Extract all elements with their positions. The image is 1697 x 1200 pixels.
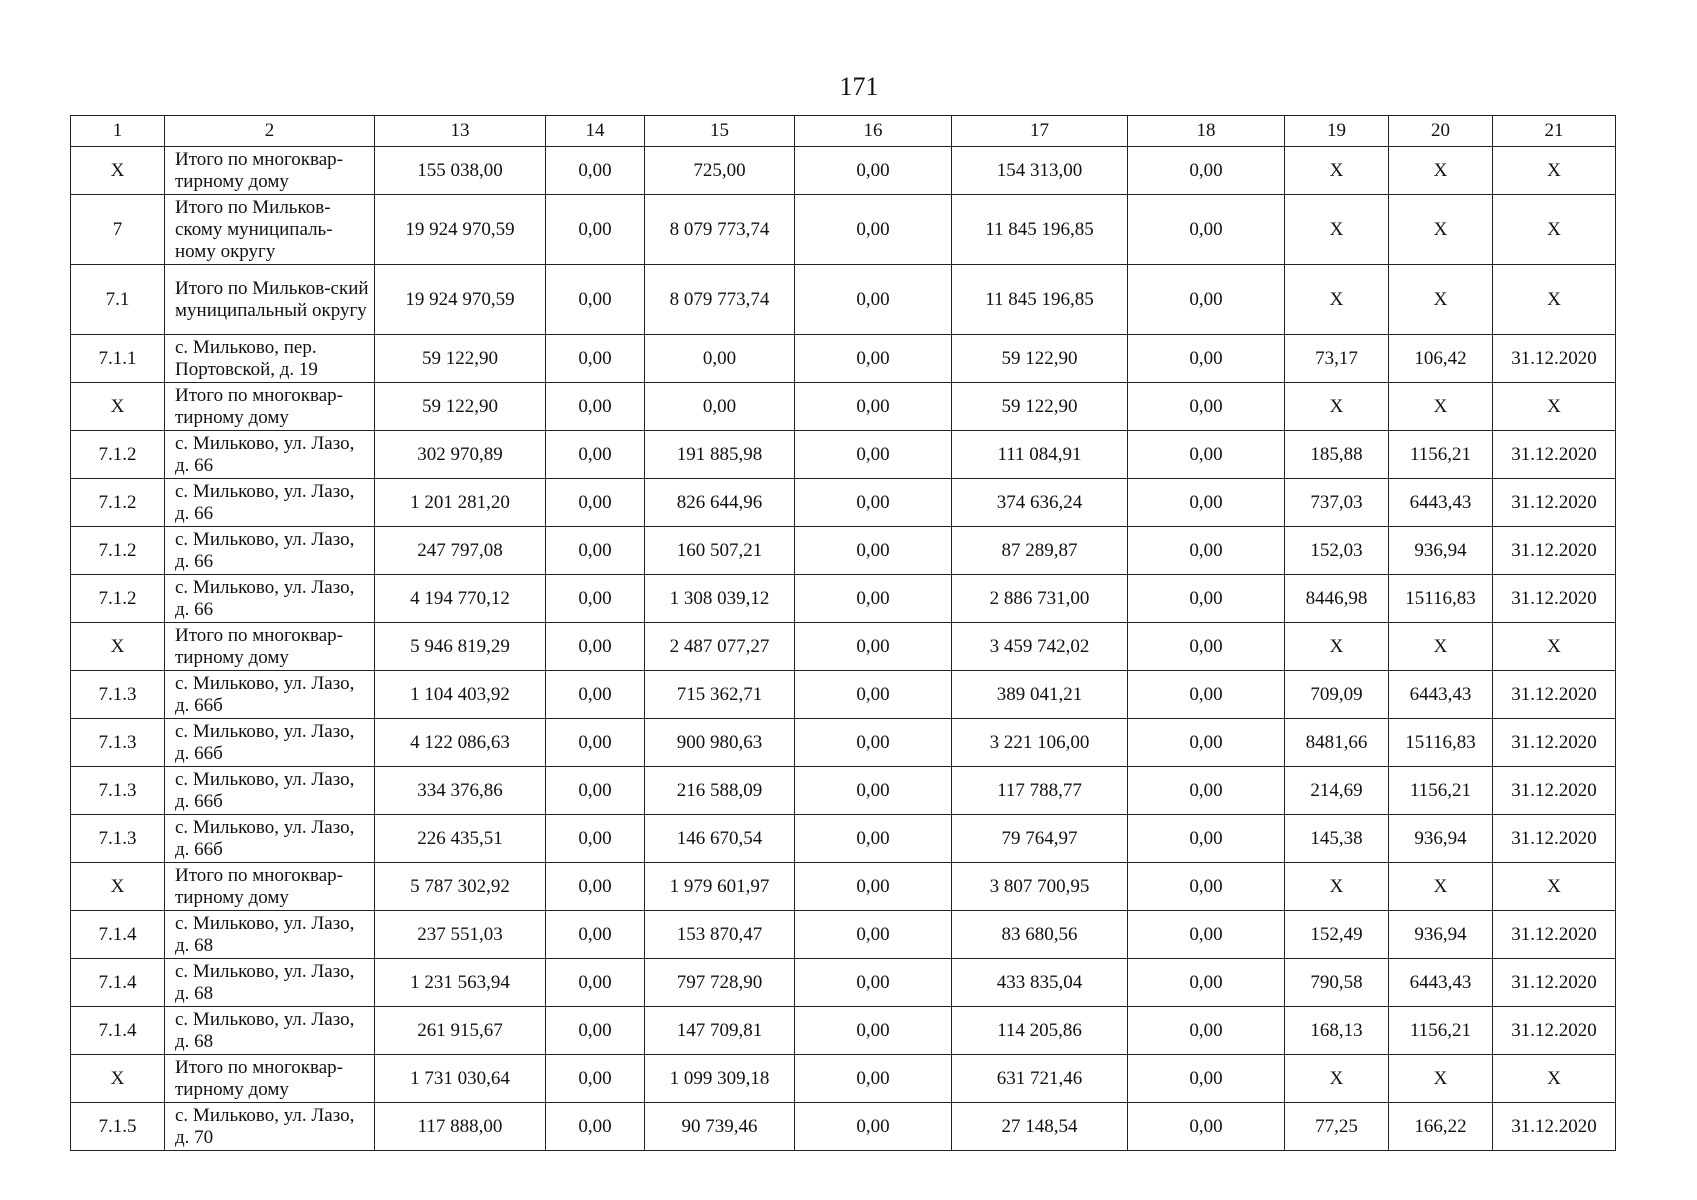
cell-col-20: 936,94 xyxy=(1389,911,1493,959)
cell-col-16: 0,00 xyxy=(795,479,952,527)
cell-col-18: 0,00 xyxy=(1128,265,1285,335)
cell-col-13: 59 122,90 xyxy=(375,335,546,383)
cell-col-18: 0,00 xyxy=(1128,671,1285,719)
table-row xyxy=(71,1055,1616,1103)
cell-col-2: Итого по многоквар-тирному дому xyxy=(165,1055,375,1103)
table-row xyxy=(71,265,1616,335)
cell-col-21: Х xyxy=(1493,1055,1616,1103)
cell-col-1: 7.1.4 xyxy=(71,1007,165,1055)
cell-col-16: 0,00 xyxy=(795,147,952,195)
cell-col-1: 7.1.2 xyxy=(71,527,165,575)
header-cell: 20 xyxy=(1389,116,1493,147)
cell-col-17: 631 721,46 xyxy=(952,1055,1128,1103)
cell-col-21: 31.12.2020 xyxy=(1493,671,1616,719)
cell-col-14: 0,00 xyxy=(546,911,645,959)
cell-col-17: 11 845 196,85 xyxy=(952,195,1128,265)
cell-col-1: 7.1.1 xyxy=(71,335,165,383)
cell-col-16: 0,00 xyxy=(795,671,952,719)
cell-col-14: 0,00 xyxy=(546,1103,645,1151)
cell-col-2: с. Мильково, ул. Лазо, д. 66 xyxy=(165,527,375,575)
cell-col-21: 31.12.2020 xyxy=(1493,575,1616,623)
cell-col-15: 0,00 xyxy=(645,335,795,383)
cell-col-13: 1 731 030,64 xyxy=(375,1055,546,1103)
cell-col-13: 334 376,86 xyxy=(375,767,546,815)
cell-col-17: 374 636,24 xyxy=(952,479,1128,527)
cell-col-18: 0,00 xyxy=(1128,959,1285,1007)
cell-col-20: Х xyxy=(1389,1055,1493,1103)
header-cell: 16 xyxy=(795,116,952,147)
cell-col-19: Х xyxy=(1285,147,1389,195)
cell-col-15: 153 870,47 xyxy=(645,911,795,959)
cell-col-13: 226 435,51 xyxy=(375,815,546,863)
cell-col-13: 302 970,89 xyxy=(375,431,546,479)
cell-col-15: 900 980,63 xyxy=(645,719,795,767)
cell-col-18: 0,00 xyxy=(1128,527,1285,575)
cell-col-19: 77,25 xyxy=(1285,1103,1389,1151)
cell-col-14: 0,00 xyxy=(546,1055,645,1103)
cell-col-17: 111 084,91 xyxy=(952,431,1128,479)
cell-col-17: 3 459 742,02 xyxy=(952,623,1128,671)
table-row xyxy=(71,335,1616,383)
cell-col-14: 0,00 xyxy=(546,1007,645,1055)
table-row xyxy=(71,1007,1616,1055)
cell-col-19: Х xyxy=(1285,195,1389,265)
cell-col-16: 0,00 xyxy=(795,1055,952,1103)
cell-col-14: 0,00 xyxy=(546,815,645,863)
cell-col-20: 1156,21 xyxy=(1389,1007,1493,1055)
cell-col-2: с. Мильково, ул. Лазо, д. 68 xyxy=(165,1007,375,1055)
cell-col-18: 0,00 xyxy=(1128,431,1285,479)
cell-col-19: 185,88 xyxy=(1285,431,1389,479)
table-row xyxy=(71,815,1616,863)
cell-col-15: 8 079 773,74 xyxy=(645,195,795,265)
cell-col-20: Х xyxy=(1389,195,1493,265)
cell-col-19: Х xyxy=(1285,623,1389,671)
cell-col-18: 0,00 xyxy=(1128,195,1285,265)
cell-col-17: 3 221 106,00 xyxy=(952,719,1128,767)
table-row xyxy=(71,527,1616,575)
table-row xyxy=(71,195,1616,265)
cell-col-13: 59 122,90 xyxy=(375,383,546,431)
cell-col-17: 79 764,97 xyxy=(952,815,1128,863)
cell-col-16: 0,00 xyxy=(795,1103,952,1151)
cell-col-20: 15116,83 xyxy=(1389,575,1493,623)
cell-col-19: 8481,66 xyxy=(1285,719,1389,767)
cell-col-1: 7.1.2 xyxy=(71,479,165,527)
cell-col-2: с. Мильково, пер. Портовской, д. 19 xyxy=(165,335,375,383)
cell-col-14: 0,00 xyxy=(546,265,645,335)
cell-col-1: Х xyxy=(71,383,165,431)
cell-col-20: Х xyxy=(1389,147,1493,195)
cell-col-14: 0,00 xyxy=(546,431,645,479)
cell-col-19: 152,49 xyxy=(1285,911,1389,959)
cell-col-19: 152,03 xyxy=(1285,527,1389,575)
cell-col-19: 709,09 xyxy=(1285,671,1389,719)
table-row xyxy=(71,719,1616,767)
header-cell: 17 xyxy=(952,116,1128,147)
cell-col-21: Х xyxy=(1493,623,1616,671)
cell-col-15: 1 308 039,12 xyxy=(645,575,795,623)
cell-col-15: 0,00 xyxy=(645,383,795,431)
cell-col-13: 237 551,03 xyxy=(375,911,546,959)
cell-col-21: 31.12.2020 xyxy=(1493,479,1616,527)
cell-col-1: 7.1.3 xyxy=(71,719,165,767)
cell-col-14: 0,00 xyxy=(546,719,645,767)
cell-col-18: 0,00 xyxy=(1128,623,1285,671)
cell-col-14: 0,00 xyxy=(546,863,645,911)
cell-col-21: 31.12.2020 xyxy=(1493,767,1616,815)
cell-col-21: 31.12.2020 xyxy=(1493,815,1616,863)
cell-col-17: 2 886 731,00 xyxy=(952,575,1128,623)
cell-col-21: 31.12.2020 xyxy=(1493,527,1616,575)
cell-col-16: 0,00 xyxy=(795,767,952,815)
table-row xyxy=(71,863,1616,911)
cell-col-2: Итого по Мильков-скому муниципаль-ному округу xyxy=(165,195,375,265)
cell-col-2: Итого по Мильков-ский муниципальный округу xyxy=(165,265,375,335)
cell-col-1: 7.1.2 xyxy=(71,575,165,623)
cell-col-20: 106,42 xyxy=(1389,335,1493,383)
cell-col-21: Х xyxy=(1493,383,1616,431)
page-number: 171 xyxy=(839,72,879,101)
cell-col-20: 166,22 xyxy=(1389,1103,1493,1151)
cell-col-13: 261 915,67 xyxy=(375,1007,546,1055)
cell-col-13: 4 194 770,12 xyxy=(375,575,546,623)
cell-col-15: 826 644,96 xyxy=(645,479,795,527)
cell-col-17: 11 845 196,85 xyxy=(952,265,1128,335)
cell-col-1: Х xyxy=(71,1055,165,1103)
cell-col-15: 160 507,21 xyxy=(645,527,795,575)
cell-col-19: 790,58 xyxy=(1285,959,1389,1007)
cell-col-16: 0,00 xyxy=(795,265,952,335)
cell-col-21: 31.12.2020 xyxy=(1493,959,1616,1007)
cell-col-14: 0,00 xyxy=(546,959,645,1007)
cell-col-2: с. Мильково, ул. Лазо, д. 66б xyxy=(165,767,375,815)
cell-col-1: 7.1.3 xyxy=(71,767,165,815)
cell-col-16: 0,00 xyxy=(795,911,952,959)
cell-col-20: 6443,43 xyxy=(1389,959,1493,1007)
cell-col-16: 0,00 xyxy=(795,431,952,479)
cell-col-2: с. Мильково, ул. Лазо, д. 68 xyxy=(165,959,375,1007)
cell-col-19: Х xyxy=(1285,265,1389,335)
cell-col-15: 1 979 601,97 xyxy=(645,863,795,911)
cell-col-18: 0,00 xyxy=(1128,1055,1285,1103)
table-row xyxy=(71,147,1616,195)
table-body xyxy=(71,147,1616,1151)
cell-col-17: 114 205,86 xyxy=(952,1007,1128,1055)
cell-col-20: Х xyxy=(1389,863,1493,911)
cell-col-14: 0,00 xyxy=(546,195,645,265)
cell-col-1: 7.1 xyxy=(71,265,165,335)
cell-col-14: 0,00 xyxy=(546,335,645,383)
cell-col-21: 31.12.2020 xyxy=(1493,1007,1616,1055)
table-row xyxy=(71,575,1616,623)
cell-col-17: 117 788,77 xyxy=(952,767,1128,815)
cell-col-13: 5 946 819,29 xyxy=(375,623,546,671)
cell-col-18: 0,00 xyxy=(1128,911,1285,959)
header-cell: 21 xyxy=(1493,116,1616,147)
cell-col-16: 0,00 xyxy=(795,623,952,671)
cell-col-13: 1 104 403,92 xyxy=(375,671,546,719)
cell-col-14: 0,00 xyxy=(546,767,645,815)
cell-col-18: 0,00 xyxy=(1128,767,1285,815)
table-row xyxy=(71,1103,1616,1151)
cell-col-18: 0,00 xyxy=(1128,575,1285,623)
cell-col-20: 6443,43 xyxy=(1389,671,1493,719)
cell-col-2: с. Мильково, ул. Лазо, д. 66б xyxy=(165,671,375,719)
cell-col-1: 7.1.4 xyxy=(71,911,165,959)
cell-col-13: 4 122 086,63 xyxy=(375,719,546,767)
cell-col-13: 5 787 302,92 xyxy=(375,863,546,911)
cell-col-18: 0,00 xyxy=(1128,863,1285,911)
cell-col-21: Х xyxy=(1493,147,1616,195)
cell-col-13: 247 797,08 xyxy=(375,527,546,575)
cell-col-14: 0,00 xyxy=(546,383,645,431)
cell-col-21: 31.12.2020 xyxy=(1493,431,1616,479)
cell-col-14: 0,00 xyxy=(546,575,645,623)
cell-col-16: 0,00 xyxy=(795,1007,952,1055)
header-cell: 13 xyxy=(375,116,546,147)
cell-col-14: 0,00 xyxy=(546,147,645,195)
cell-col-21: Х xyxy=(1493,195,1616,265)
table-row xyxy=(71,431,1616,479)
cell-col-2: Итого по многоквар-тирному дому xyxy=(165,863,375,911)
cell-col-19: 214,69 xyxy=(1285,767,1389,815)
cell-col-17: 83 680,56 xyxy=(952,911,1128,959)
cell-col-16: 0,00 xyxy=(795,195,952,265)
cell-col-13: 19 924 970,59 xyxy=(375,265,546,335)
cell-col-17: 27 148,54 xyxy=(952,1103,1128,1151)
cell-col-18: 0,00 xyxy=(1128,1007,1285,1055)
cell-col-18: 0,00 xyxy=(1128,815,1285,863)
cell-col-19: 168,13 xyxy=(1285,1007,1389,1055)
header-cell: 1 xyxy=(71,116,165,147)
cell-col-2: Итого по многоквар-тирному дому xyxy=(165,623,375,671)
cell-col-15: 797 728,90 xyxy=(645,959,795,1007)
cell-col-1: 7.1.3 xyxy=(71,671,165,719)
cell-col-20: 936,94 xyxy=(1389,527,1493,575)
cell-col-20: Х xyxy=(1389,383,1493,431)
cell-col-21: 31.12.2020 xyxy=(1493,911,1616,959)
cell-col-18: 0,00 xyxy=(1128,719,1285,767)
cell-col-20: 6443,43 xyxy=(1389,479,1493,527)
cell-col-18: 0,00 xyxy=(1128,335,1285,383)
table-row xyxy=(71,767,1616,815)
cell-col-18: 0,00 xyxy=(1128,1103,1285,1151)
cell-col-17: 3 807 700,95 xyxy=(952,863,1128,911)
table-row xyxy=(71,383,1616,431)
table-row xyxy=(71,623,1616,671)
cell-col-19: 8446,98 xyxy=(1285,575,1389,623)
cell-col-21: Х xyxy=(1493,863,1616,911)
cell-col-17: 433 835,04 xyxy=(952,959,1128,1007)
cell-col-13: 155 038,00 xyxy=(375,147,546,195)
data-table xyxy=(70,115,1616,1151)
header-cell: 18 xyxy=(1128,116,1285,147)
cell-col-14: 0,00 xyxy=(546,479,645,527)
cell-col-15: 715 362,71 xyxy=(645,671,795,719)
table-header-row xyxy=(71,116,1616,147)
cell-col-17: 59 122,90 xyxy=(952,335,1128,383)
cell-col-16: 0,00 xyxy=(795,815,952,863)
cell-col-14: 0,00 xyxy=(546,671,645,719)
cell-col-2: с. Мильково, ул. Лазо, д. 66б xyxy=(165,815,375,863)
cell-col-1: 7.1.2 xyxy=(71,431,165,479)
cell-col-14: 0,00 xyxy=(546,527,645,575)
cell-col-15: 8 079 773,74 xyxy=(645,265,795,335)
cell-col-2: с. Мильково, ул. Лазо, д. 66б xyxy=(165,719,375,767)
cell-col-15: 725,00 xyxy=(645,147,795,195)
cell-col-13: 117 888,00 xyxy=(375,1103,546,1151)
cell-col-1: 7.1.4 xyxy=(71,959,165,1007)
cell-col-19: Х xyxy=(1285,383,1389,431)
cell-col-17: 59 122,90 xyxy=(952,383,1128,431)
cell-col-20: Х xyxy=(1389,265,1493,335)
table-row xyxy=(71,911,1616,959)
cell-col-16: 0,00 xyxy=(795,575,952,623)
cell-col-15: 146 670,54 xyxy=(645,815,795,863)
cell-col-15: 147 709,81 xyxy=(645,1007,795,1055)
cell-col-15: 2 487 077,27 xyxy=(645,623,795,671)
header-cell: 14 xyxy=(546,116,645,147)
cell-col-1: 7 xyxy=(71,195,165,265)
header-cell: 19 xyxy=(1285,116,1389,147)
cell-col-21: 31.12.2020 xyxy=(1493,1103,1616,1151)
cell-col-19: 145,38 xyxy=(1285,815,1389,863)
cell-col-1: Х xyxy=(71,863,165,911)
cell-col-1: 7.1.5 xyxy=(71,1103,165,1151)
cell-col-15: 191 885,98 xyxy=(645,431,795,479)
cell-col-19: Х xyxy=(1285,863,1389,911)
cell-col-17: 154 313,00 xyxy=(952,147,1128,195)
table-row xyxy=(71,479,1616,527)
cell-col-20: 1156,21 xyxy=(1389,767,1493,815)
cell-col-17: 87 289,87 xyxy=(952,527,1128,575)
cell-col-21: 31.12.2020 xyxy=(1493,335,1616,383)
cell-col-2: с. Мильково, ул. Лазо, д. 66 xyxy=(165,479,375,527)
cell-col-20: 15116,83 xyxy=(1389,719,1493,767)
cell-col-16: 0,00 xyxy=(795,335,952,383)
cell-col-21: Х xyxy=(1493,265,1616,335)
header-cell: 2 xyxy=(165,116,375,147)
cell-col-14: 0,00 xyxy=(546,623,645,671)
table-row xyxy=(71,671,1616,719)
cell-col-15: 1 099 309,18 xyxy=(645,1055,795,1103)
cell-col-2: Итого по многоквар-тирному дому xyxy=(165,147,375,195)
cell-col-19: 73,17 xyxy=(1285,335,1389,383)
cell-col-20: Х xyxy=(1389,623,1493,671)
cell-col-1: Х xyxy=(71,147,165,195)
cell-col-16: 0,00 xyxy=(795,383,952,431)
table-row xyxy=(71,959,1616,1007)
cell-col-13: 1 231 563,94 xyxy=(375,959,546,1007)
cell-col-15: 90 739,46 xyxy=(645,1103,795,1151)
cell-col-1: 7.1.3 xyxy=(71,815,165,863)
cell-col-21: 31.12.2020 xyxy=(1493,719,1616,767)
cell-col-16: 0,00 xyxy=(795,959,952,1007)
cell-col-20: 936,94 xyxy=(1389,815,1493,863)
cell-col-20: 1156,21 xyxy=(1389,431,1493,479)
cell-col-13: 1 201 281,20 xyxy=(375,479,546,527)
cell-col-18: 0,00 xyxy=(1128,147,1285,195)
cell-col-16: 0,00 xyxy=(795,863,952,911)
cell-col-2: с. Мильково, ул. Лазо, д. 66 xyxy=(165,575,375,623)
cell-col-19: Х xyxy=(1285,1055,1389,1103)
cell-col-2: с. Мильково, ул. Лазо, д. 70 xyxy=(165,1103,375,1151)
cell-col-18: 0,00 xyxy=(1128,383,1285,431)
cell-col-16: 0,00 xyxy=(795,719,952,767)
cell-col-1: Х xyxy=(71,623,165,671)
cell-col-2: с. Мильково, ул. Лазо, д. 66 xyxy=(165,431,375,479)
cell-col-2: Итого по многоквар-тирному дому xyxy=(165,383,375,431)
cell-col-16: 0,00 xyxy=(795,527,952,575)
cell-col-2: с. Мильково, ул. Лазо, д. 68 xyxy=(165,911,375,959)
header-cell: 15 xyxy=(645,116,795,147)
cell-col-17: 389 041,21 xyxy=(952,671,1128,719)
cell-col-19: 737,03 xyxy=(1285,479,1389,527)
cell-col-15: 216 588,09 xyxy=(645,767,795,815)
cell-col-13: 19 924 970,59 xyxy=(375,195,546,265)
cell-col-18: 0,00 xyxy=(1128,479,1285,527)
